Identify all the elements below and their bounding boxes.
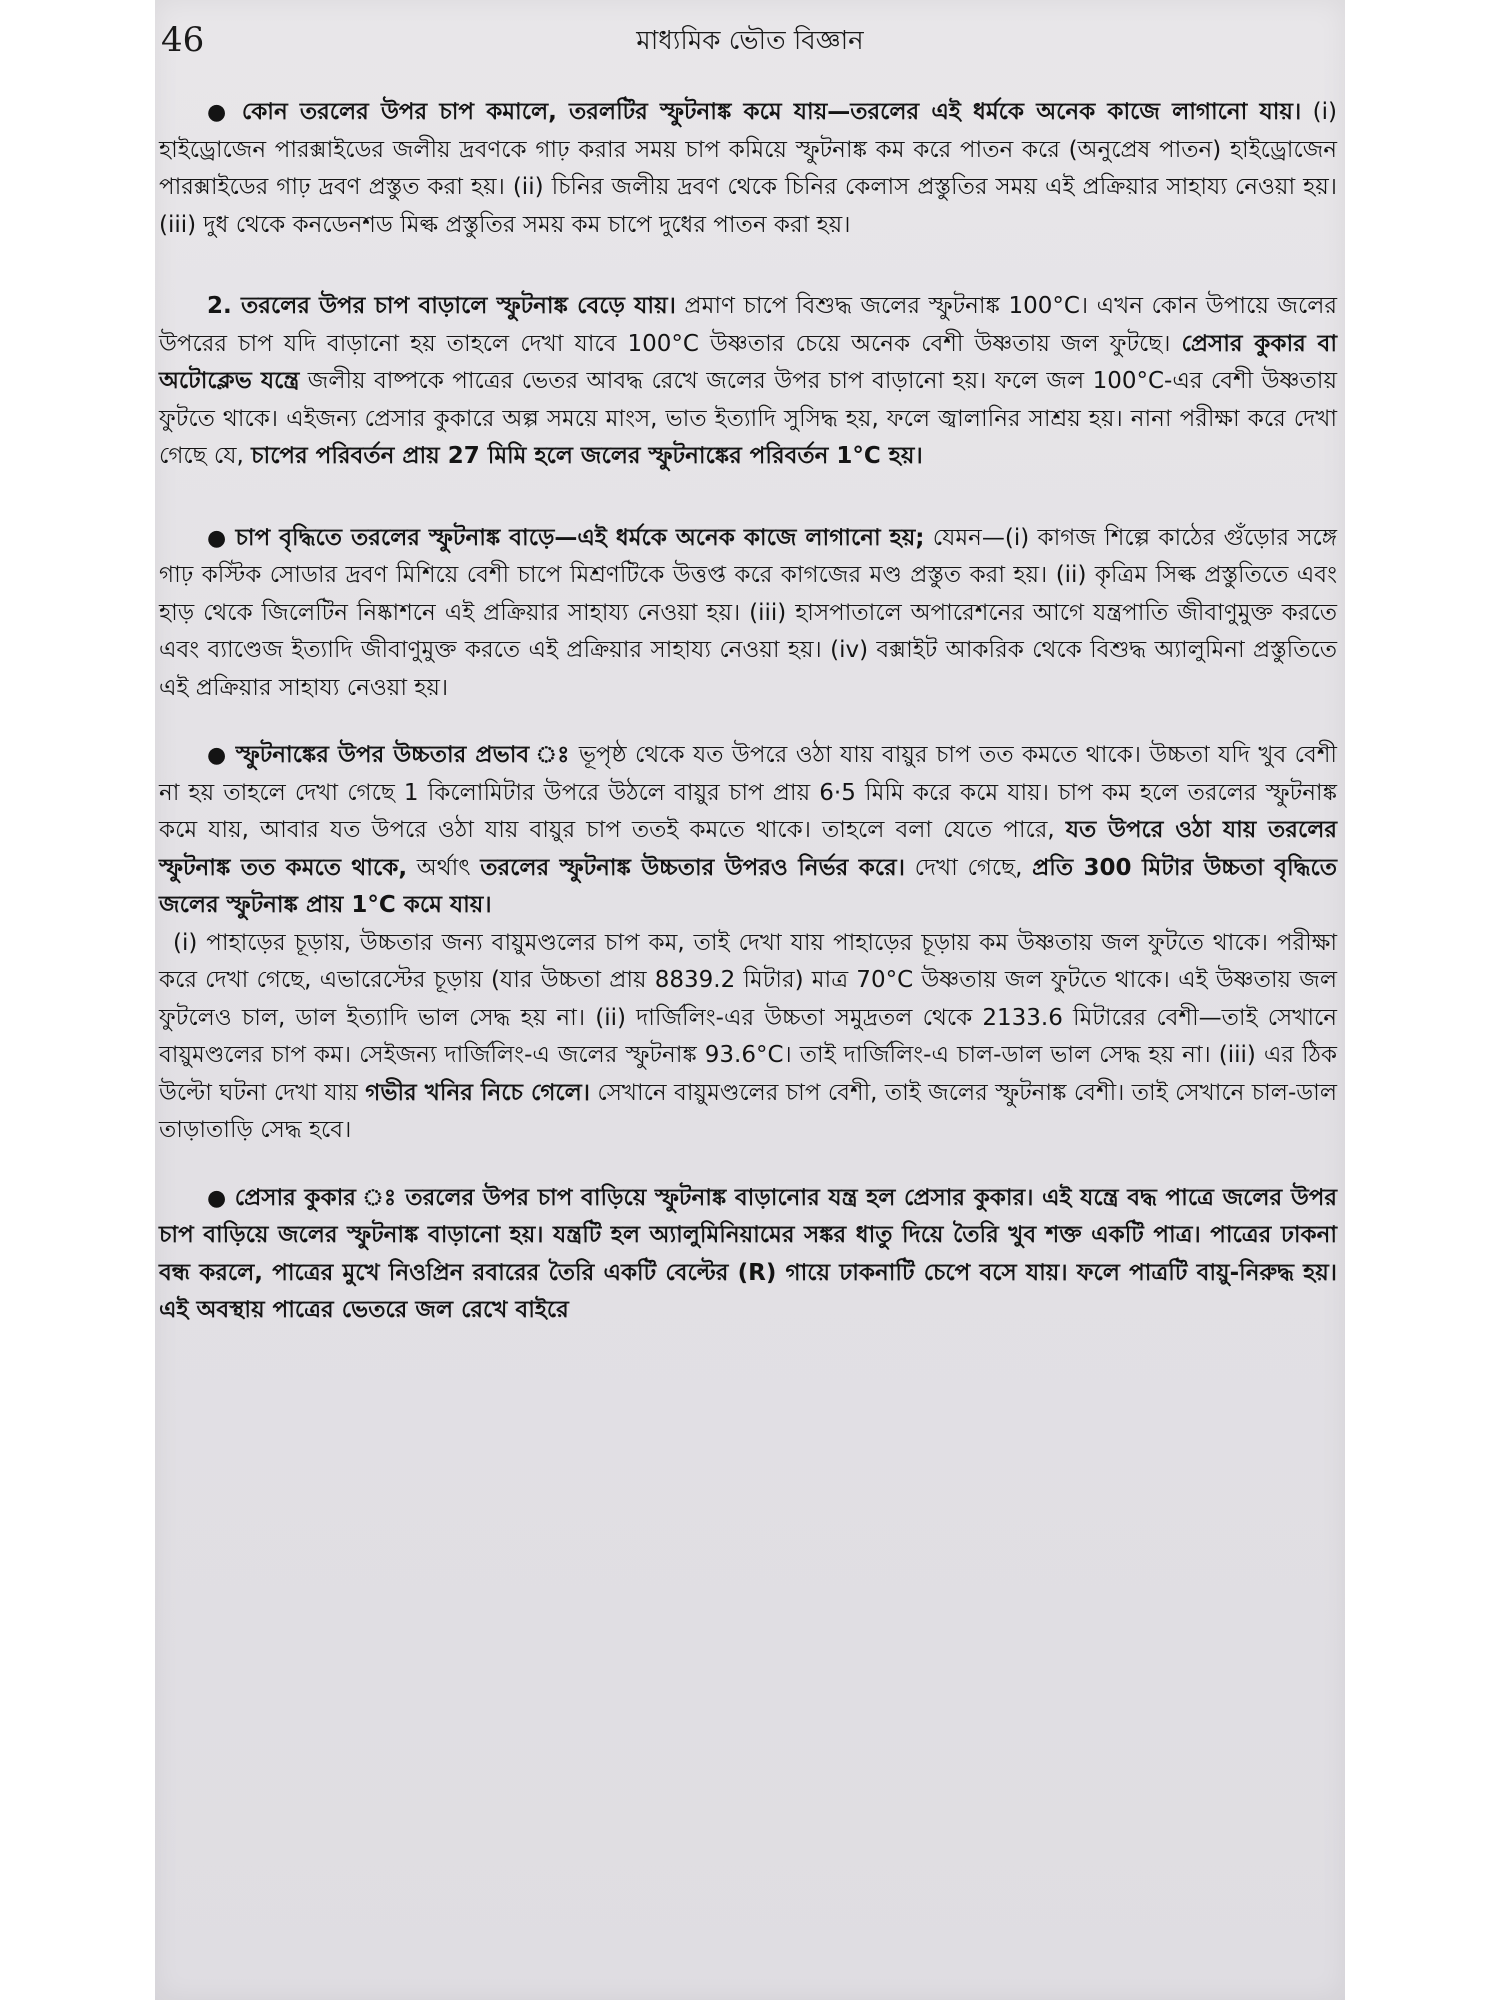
page-number: 46 [161,20,205,60]
bold-statement: কোন তরলের উপর চাপ কমালে, তরলটির স্ফুটনাঙ্ক কমে যায়—তরলের এই ধর্মকে অনেক কাজে লাগানো যায়। [241,99,1302,125]
bullet-icon: ● [207,100,231,125]
paragraph-text: দেখা গেছে, [904,854,1033,881]
paragraph-text: ভূপৃষ্ঠ থেকে যত উপরে ওঠা যায় বায়ুর চাপ তত কমতে থাকে। উচ্চতা যদি খুব বেশী না হয় তাহলে দেখা গেছে 1 কিলোমিটার উপরে উঠলে বায়ুর চাপ প্রায় 6·5 মিমি করে কমে যায়। চাপ কম হলে তরলের স্ফুটনাঙ্ক কমে যায়, আবার যত উপরে ওঠা যায় বায়ুর চাপ ততই কমতে থাকে। তাহলে বলা যেতে পারে, [159,742,1338,843]
paragraph-pressure-cooker [159,1180,1337,1330]
paragraph-text: সেখানে বায়ুমণ্ডলের চাপ বেশী, তাই জলের স্ফুটনাঙ্ক বেশী। তাই সেখানে চাল-ডাল তাড়াতাড়ি সেদ্ধ হবে। [159,1079,1337,1143]
bullet-icon: ● [207,525,228,551]
bold-phrase: প্রেসার কুকার বা অটোক্লেভ যন্ত্রে [159,330,1337,394]
paragraph-text: অর্থাৎ [407,854,481,881]
paragraph-altitude-effect [159,737,1337,925]
bold-phrase: তরলের স্ফুটনাঙ্ক উচ্চতার উপরও নির্ভর করে। [480,854,905,881]
bold-phrase: যত উপরে ওঠা যায় তরলের স্ফুটনাঙ্ক তত কমতে থাকে, [159,817,1337,881]
page-body [159,94,1337,1330]
bold-statement: চাপ বৃদ্ধিতে তরলের স্ফুটনাঙ্ক বাড়ে—এই ধর্মকে অনেক কাজে লাগানো হয়; [235,524,925,551]
section-heading: স্ফুটনাঙ্কের উপর উচ্চতার প্রভাব ঃ [235,742,571,768]
textbook-page [155,0,1345,2000]
paragraph-text: (i) পাহাড়ের চূড়ায়, উচ্চতার জন্য বায়ুমণ্ডলের চাপ কম, তাই দেখা যায় পাহাড়ের চূড়ায় কম উষ্ণতায় জল ফুটতে থাকে। পরীক্ষা করে দেখা গেছে, এভারেস্টের চূড়ায় (যার উচ্চতা প্রায় 8839.2 মিটার) মাত্র 70°C উষ্ণতায় জল ফুটতে থাকে। এই উষ্ণতায় জল ফুটলেও চাল, ডাল ইত্যাদি ভাল সেদ্ধ হয় না। (ii) দার্জিলিং-এর উচ্চতা সমুদ্রতল থেকে 2133.6 মিটারের বেশী—তাই সেখানে বায়ুমণ্ডলের চাপ কম। সেইজন্য দার্জিলিং-এ জলের স্ফুটনাঙ্ক 93.6°C। তাই দার্জিলিং-এ চাল-ডাল ভাল সেদ্ধ হয় না। (iii) এর ঠিক উল্টো ঘটনা দেখা যায় [159,929,1337,1106]
bold-statement: প্রেসার কুকার ঃ তরলের উপর চাপ বাড়িয়ে স্ফুটনাঙ্ক বাড়ানোর যন্ত্র হল প্রেসার কুকার। এই যন্ত্রে বদ্ধ পাত্রে জলের উপর চাপ বাড়িয়ে জলের স্ফুটনাঙ্ক বাড়ানো হয়। যন্ত্রটি হল অ্যালুমিনিয়ামের সঙ্কর ধাতু দিয়ে তৈরি খুব শক্ত একটি পাত্র। পাত্রের ঢাকনা বন্ধ করলে, পাত্রের মুখে নিওপ্রিন রবারের তৈরি একটি বেল্টের (R) গায়ে ঢাকনাটি চেপে বসে যায়। ফলে পাত্রটি বায়ু-নিরুদ্ধ হয়। এই অবস্থায় পাত্রের ভেতরে জল রেখে বাইরে [159,1184,1338,1323]
bullet-icon: ● [207,1185,227,1211]
bold-conclusion: প্রতি 300 মিটার উচ্চতা বৃদ্ধিতে জলের স্ফুটনাঙ্ক প্রায় 1°C কমে যায়। [159,854,1338,918]
paragraph-text: জলীয় বাষ্পকে পাত্রের ভেতর আবদ্ধ রেখে জলের উপর চাপ বাড়ানো হয়। ফলে জল 100°C-এর বেশী উষ্ণতায় ফুটতে থাকে। এইজন্য প্রেসার কুকারে অল্প সময়ে মাংস, ভাত ইত্যাদি সুসিদ্ধ হয়, ফলে জ্বালানির সাশ্রয় হয়। নানা পরীক্ষা করে দেখা গেছে যে, [159,368,1337,469]
bold-conclusion: চাপের পরিবর্তন প্রায় 27 মিমি হলে জলের স্ফুটনাঙ্কের পরিবর্তন 1°C হয়। [251,443,923,469]
section-heading: 2. তরলের উপর চাপ বাড়ালে স্ফুটনাঙ্ক বেড়ে যায়। [207,293,676,319]
paragraph-text: যেমন—(i) কাগজ শিল্পে কাঠের গুঁড়োর সঙ্গে গাঢ় কস্টিক সোডার দ্রবণ মিশিয়ে বেশী চাপে মিশ্রণটিকে উত্তপ্ত করে কাগজের মণ্ড প্রস্তুত করা হয়। (ii) কৃত্রিম সিল্ক প্রস্তুতিতে এবং হাড় থেকে জিলেটিন নিষ্কাশনে এই প্রক্রিয়ার সাহায্য নেওয়া হয়। (iii) হাসপাতালে অপারেশনের আগে যন্ত্রপাতি জীবাণুমুক্ত করতে এবং ব্যাণ্ডেজ ইত্যাদি জীবাণুমুক্ত করতে এই প্রক্রিয়ার সাহায্য নেওয়া হয়। (iv) বক্সাইট আকরিক থেকে বিশুদ্ধ অ্যালুমিনা প্রস্তুতিতে এই প্রক্রিয়ার সাহায্য নেওয়া হয়। [159,524,1338,701]
paragraph-high-pressure-uses [159,520,1337,708]
paragraph-text: প্রমাণ চাপে বিশুদ্ধ জলের স্ফুটনাঙ্ক 100°C। এখন কোন উপায়ে জলের উপরের চাপ যদি বাড়ানো হয় তাহলে দেখা যাবে 100°C উষ্ণতার চেয়ে অনেক বেশী উষ্ণতায় জল ফুটছে। [159,293,1337,357]
paragraph-text: (i) হাইড্রোজেন পারক্সাইডের জলীয় দ্রবণকে গাঢ় করার সময় চাপ কমিয়ে স্ফুটনাঙ্ক কম করে পাতন করে (অনুপ্রেষ পাতন) হাইড্রোজেন পারক্সাইডের গাঢ় দ্রবণ প্রস্তুত করা হয়। (ii) চিনির জলীয় দ্রবণ থেকে চিনির কেলাস প্রস্তুতির সময় এই প্রক্রিয়ার সাহায্য নেওয়া হয়। (iii) দুধ থেকে কনডেনশড মিল্ক প্রস্তুতির সময় কম চাপে দুধের পাতন করা হয়। [159,99,1337,238]
running-title: মাধ্যমিক ভৌত বিজ্ঞান [636,26,864,56]
paragraph-high-pressure [159,288,1337,476]
paragraph-low-pressure-uses [159,94,1337,244]
bold-phrase: গভীর খনির নিচে গেলে। [365,1079,590,1106]
bullet-icon: ● [207,743,228,768]
paragraph-altitude-examples [159,925,1337,1150]
